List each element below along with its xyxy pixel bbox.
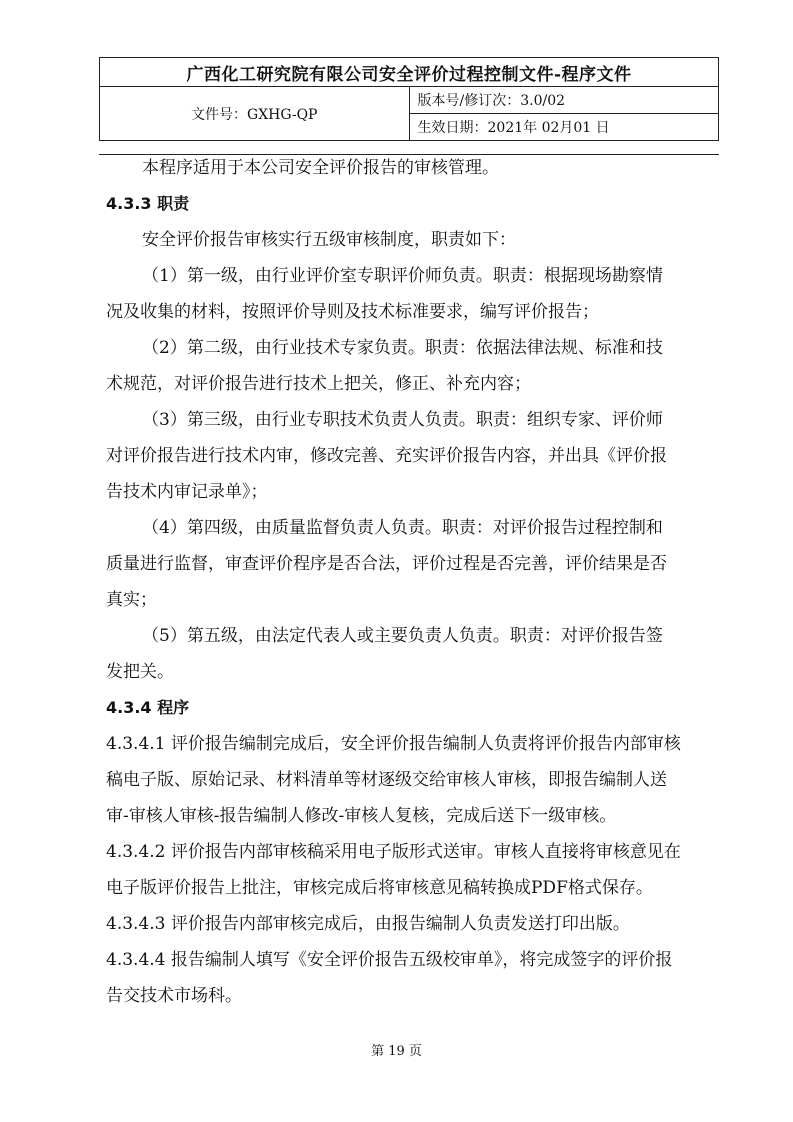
duty-item-3-line-2: 对评价报告进行技术内审，修改完善、充实评价报告内容，并出具《评价报 [106,446,667,466]
duty-item-3-line-1: （3）第三级，由行业专职技术负责人负责。职责：组织专家、评价师 [142,410,663,430]
procedure-2-line-2: 电子版评价报告上批注，审核完成后将审核意见稿转换成PDF格式保存。 [106,878,653,898]
document-header-table [99,57,719,141]
document-title: 广西化工研究院有限公司安全评价过程控制文件-程序文件 [100,58,719,87]
scope-paragraph: 本程序适用于本公司安全评价报告的审核管理。 [142,158,499,178]
procedure-1-line-1: 4.3.4.1 评价报告编制完成后，安全评价报告编制人负责将评价报告内部审核 [106,734,681,754]
duty-item-4-line-3: 真实； [106,590,157,610]
duty-intro: 安全评价报告审核实行五级审核制度，职责如下： [142,230,516,250]
duty-item-5-line-2: 发把关。 [106,662,174,682]
document-body [106,150,718,1014]
version-number: 版本号/修订次：3.0/02 [409,87,719,114]
duty-item-2-line-1: （2）第二级，由行业技术专家负责。职责：依据法律法规、标准和技 [142,338,663,358]
procedure-4-line-1: 4.3.4.4 报告编制人填写《安全评价报告五级校审单》，将完成签字的评价报 [106,950,673,970]
procedure-1-line-2: 稿电子版、原始记录、材料清单等材逐级交给审核人审核，即报告编制人送 [106,770,667,790]
procedure-1-line-3: 审-审核人审核-报告编制人修改-审核人复核，完成后送下一级审核。 [106,806,617,826]
page-number: 第 19 页 [371,1044,422,1059]
duty-item-1-line-2: 况及收集的材料，按照评价导则及技术标准要求，编写评价报告； [106,302,599,322]
duty-item-2-line-2: 术规范，对评价报告进行技术上把关，修正、补充内容； [106,374,531,394]
duty-item-1-line-1: （1）第一级，由行业评价室专职评价师负责。职责：根据现场勘察情 [142,266,663,286]
duty-item-5-line-1: （5）第五级，由法定代表人或主要负责人负责。职责：对评价报告签 [142,626,663,646]
procedure-2-line-1: 4.3.4.2 评价报告内部审核稿采用电子版形式送审。审核人直接将审核意见在 [106,842,681,862]
effective-date: 生效日期：2021年 02月01 日 [409,114,719,141]
section-heading-procedure: 4.3.4 程序 [106,698,190,717]
document-number: 文件号：GXHG-QP [100,87,410,141]
procedure-4-line-2: 告交技术市场科。 [106,986,242,1006]
procedure-3-line-1: 4.3.4.3 评价报告内部审核完成后，由报告编制人负责发送打印出版。 [106,914,630,934]
section-heading-duty: 4.3.3 职责 [106,194,190,213]
duty-item-3-line-3: 告技术内审记录单》； [106,482,268,502]
duty-item-4-line-1: （4）第四级，由质量监督负责人负责。职责：对评价报告过程控制和 [142,518,663,538]
duty-item-4-line-2: 质量进行监督，审查评价程序是否合法，评价过程是否完善，评价结果是否 [106,554,667,574]
